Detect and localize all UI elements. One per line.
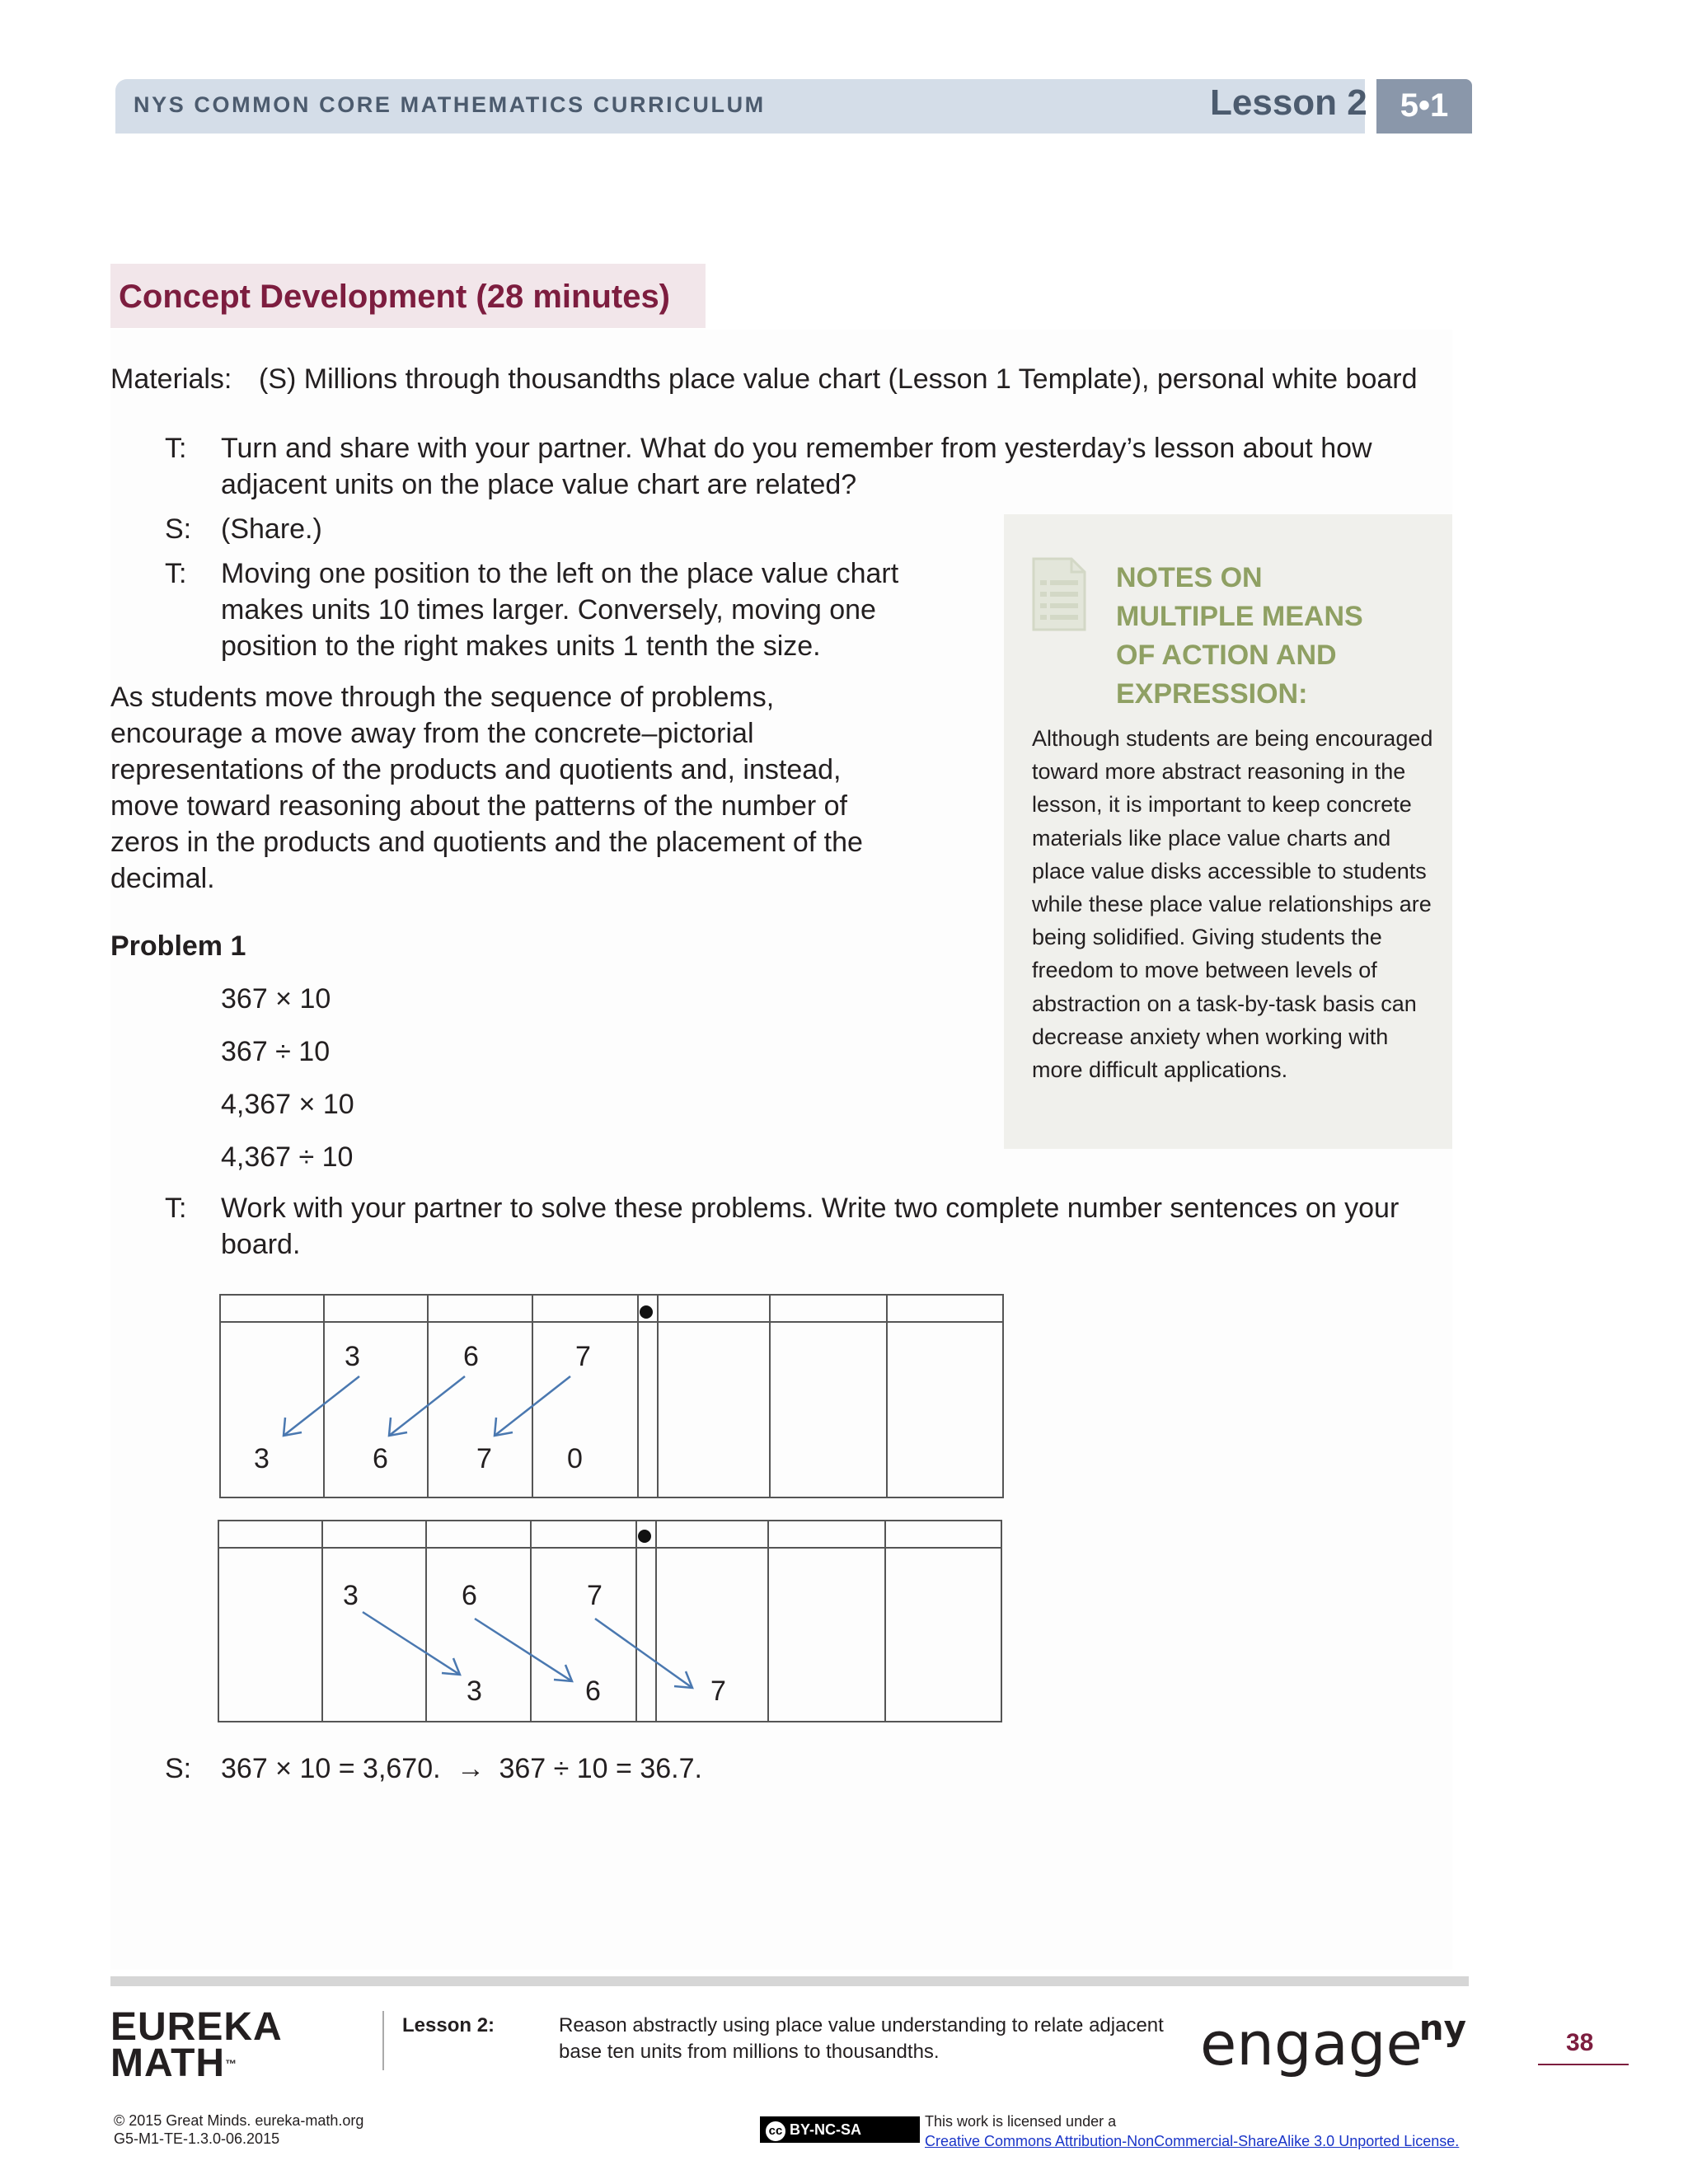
- chart-digit: 7: [575, 1341, 591, 1372]
- footer-divider: [382, 2011, 384, 2070]
- notes-document-icon: [1030, 555, 1088, 637]
- footer-lesson-description: Reason abstractly using place value understanding to relate adjacent base ten units from millions to thousandths.: [559, 2014, 1164, 2063]
- chart-digit: 3: [254, 1443, 270, 1474]
- shift-left-arrow: [284, 1376, 359, 1436]
- logo-line-1: EUREKA: [110, 2005, 283, 2049]
- page-number: 38: [1566, 2029, 1594, 2056]
- dialogue-line: Moving one position to the left on the place value chart makes units 10 times larger. Conversely, moving one position to the right makes units 1 tenth the size.: [221, 558, 899, 662]
- materials-label: Materials:: [110, 363, 232, 395]
- chart-grid: [218, 1520, 1002, 1722]
- place-value-chart-multiply: [219, 1294, 1004, 1498]
- problem-item: 4,367 ÷ 10: [221, 1141, 354, 1173]
- copyright: [114, 2111, 363, 2148]
- lesson-label: Lesson 2: [1210, 82, 1367, 123]
- problem-item: 4,367 × 10: [221, 1089, 354, 1120]
- creative-commons-badge[interactable]: [760, 2116, 920, 2143]
- chart-digit: 7: [710, 1675, 726, 1707]
- shift-right-arrow: [363, 1612, 460, 1675]
- speaker-label: T:: [165, 1193, 187, 1224]
- license-intro: This work is licensed under a: [925, 2113, 1117, 2130]
- answer-part2: 367 ÷ 10 = 36.7.: [499, 1753, 702, 1784]
- shift-right-arrow: [475, 1619, 572, 1681]
- answer-part1: 367 × 10 = 3,670.: [221, 1753, 441, 1784]
- answer-line: [221, 1750, 702, 1787]
- decimal-point-dot: [640, 1305, 653, 1319]
- instruction-paragraph: As students move through the sequence of problems, encourage a move away from the concrete–pictorial representations of the products and quotients and, instead, move toward reasoning about the patterns of the number of zeros in the products and quotients and the placement of the decimal.: [110, 682, 863, 894]
- page-number-rule: [1538, 2064, 1629, 2065]
- speaker-label: T:: [165, 433, 187, 464]
- chart-digit: 0: [567, 1443, 583, 1474]
- cc-badge-label: BY-NC-SA: [790, 2121, 862, 2138]
- engageny-logo: [1200, 2008, 1466, 2079]
- license-notice: [925, 2111, 1459, 2151]
- arrow-icon: →: [457, 1753, 485, 1784]
- place-value-chart-divide: [218, 1520, 1002, 1722]
- logo-line-2: MATH: [110, 2041, 226, 2085]
- decimal-point-dot: [638, 1530, 651, 1543]
- problem-item: 367 ÷ 10: [221, 1036, 331, 1067]
- curriculum-title: NYS COMMON CORE MATHEMATICS CURRICULUM: [134, 92, 766, 117]
- notes-title: NOTES ON MULTIPLE MEANS OF ACTION AND EXPRESSION:: [1116, 562, 1363, 710]
- footer-lesson-label: Lesson 2:: [402, 2014, 495, 2036]
- chart-digit: 6: [463, 1341, 479, 1372]
- chart-digit: 7: [587, 1580, 603, 1611]
- speaker-label: S:: [165, 1753, 192, 1784]
- trademark-mark: ™: [225, 2057, 238, 2070]
- materials-text: (S) Millions through thousandths place value chart (Lesson 1 Template), personal white board: [259, 363, 1418, 395]
- cc-icon: cc: [765, 2121, 786, 2142]
- speaker-label: T:: [165, 558, 187, 589]
- shift-right-arrow: [595, 1619, 692, 1688]
- problem-heading: Problem 1: [110, 930, 246, 962]
- notes-body: Although students are being encouraged toward more abstract reasoning in the lesson, it is important to keep concrete materials like place value charts and place value disks accessible to students while these place value relationships are being solidified. Giving students the freedom to move between levels of abstraction on a task-by-task basis can decrease anxiety when working with more difficult applications.: [1032, 726, 1433, 1083]
- instruction-line: Work with your partner to solve these problems. Write two complete number sentences on your board.: [221, 1193, 1400, 1260]
- engage-text: engage: [1200, 2009, 1423, 2079]
- dialogue-line: (Share.): [221, 513, 322, 545]
- chart-grid: [219, 1294, 1004, 1498]
- shift-arrows: [363, 1612, 692, 1688]
- footer-rule: [110, 1976, 1469, 1986]
- copyright-line: © 2015 Great Minds. eureka-math.org: [114, 2112, 364, 2129]
- chart-digit: 3: [345, 1341, 360, 1372]
- chart-digit: 7: [476, 1443, 492, 1474]
- chart-digit: 3: [343, 1580, 359, 1611]
- chart-digit: 6: [462, 1580, 477, 1611]
- dialogue-line: Turn and share with your partner. What do you remember from yesterday’s lesson about how adjacent units on the place value chart are related?: [221, 433, 1372, 500]
- problem-item: 367 × 10: [221, 983, 331, 1015]
- chart-digit: 6: [373, 1443, 388, 1474]
- chart-digit: 6: [585, 1675, 601, 1707]
- grade-module-badge: 5•1: [1376, 79, 1472, 134]
- section-title: Concept Development (28 minutes): [110, 264, 706, 328]
- speaker-label: S:: [165, 513, 192, 545]
- chart-digit: 3: [467, 1675, 482, 1707]
- engage-superscript: ny: [1418, 2008, 1467, 2048]
- eureka-math-logo: [110, 2005, 283, 2085]
- document-code: G5-M1-TE-1.3.0-06.2015: [114, 2130, 280, 2147]
- license-link[interactable]: Creative Commons Attribution-NonCommercial-ShareAlike 3.0 Unported License.: [925, 2133, 1460, 2149]
